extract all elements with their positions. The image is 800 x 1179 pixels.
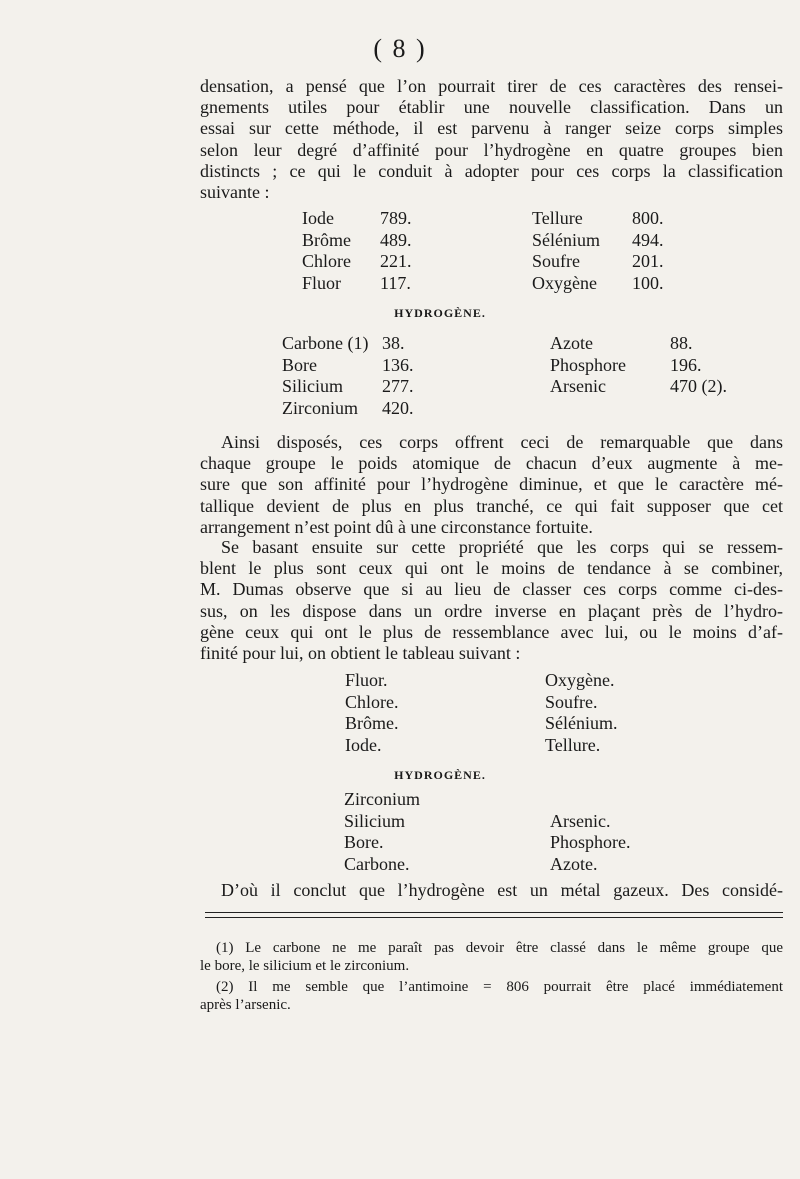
atomic-weight: 117. [380,272,411,293]
table-row [344,789,631,811]
element-name: Bore. [344,832,384,852]
element-name: Brôme [302,229,351,250]
text-line: selon leur degré d’affinité pour l’hydrogène en quatre groupes bien [200,139,783,160]
element-name: Tellure [532,208,583,228]
table-row [302,208,664,230]
text-line: finité pour lui, on obtient le tableau suivant : [200,642,521,663]
paragraph-intro [200,76,783,203]
atomic-weight: 800. [632,208,664,228]
atomic-weight: 494. [632,229,664,250]
atomic-weight [670,398,727,420]
element-name: Phosphore [550,354,626,375]
element-name: Chlore. [345,691,399,712]
element-name [550,789,631,811]
atomic-weight: 100. [632,272,664,293]
text-line: D’où il conclut que l’hydrogène est un métal gazeux. Des considé- [221,880,783,900]
element-name: Iode [302,208,334,228]
classification-table-upper [302,208,664,294]
footnote-divider [205,912,783,913]
table-row [345,670,618,692]
table-row [282,333,727,355]
footnote-divider [205,917,783,918]
element-name [550,398,670,420]
element-name: Tellure. [545,734,601,755]
element-name: Azote [550,333,593,353]
text-line: essai sur cette méthode, il est parvenu à ranger seize corps simples [200,118,783,139]
atomic-weight: 136. [382,354,414,375]
atomic-weight: 201. [632,251,664,271]
atomic-weight: 38. [382,333,405,353]
element-name: Sélénium. [545,713,618,733]
element-name: Azote. [550,853,598,874]
atomic-weight: 277. [382,376,414,396]
page-number: ( 8 ) [373,34,427,63]
inverse-table-upper [345,670,618,756]
text-line: gène ceux qui ont le plus de ressemblance avec lui, ou le moins d’af- [200,621,783,642]
table-row [302,230,664,252]
element-name: Soufre. [545,691,598,712]
element-name: Brôme. [345,713,399,733]
footnote-line: (1) Le carbone ne me paraît pas devoir être classé dans le même groupe que [216,940,783,956]
element-name: Sélénium [532,229,600,250]
element-name: Silicium [344,810,406,831]
element-name: Iode. [345,734,382,755]
table-row [302,273,664,295]
footnote-line: (2) Il me semble que l’antimoine = 806 pourrait être placé immédiatement [216,979,783,995]
element-name: Zirconium [282,397,358,418]
table-row [345,692,618,714]
text-line: blent le plus sont ceux qui ont le moins de tendance à se combiner, [200,558,783,579]
atomic-weight: 470 (2). [670,376,727,396]
footnote-line: le bore, le silicium et le zirconium. [200,957,410,974]
text-line: sure que son affinité pour l’hydrogène diminue, et que le caractère mé- [200,474,783,495]
table-row [344,854,631,876]
table-row [344,811,631,833]
paragraph-dumas [200,537,783,664]
text-line: Se basant ensuite sur cette propriété que les corps qui se ressem- [221,537,783,557]
hydrogene-label: HYDROGÈNE. [394,768,486,782]
table-row [282,376,727,398]
text-line: gnements utiles pour établir une nouvelle classification. Dans un [200,97,783,118]
element-name: Oxygène. [545,670,615,690]
element-name: Carbone (1) [282,333,369,353]
footnote-line: après l’arsenic. [200,996,291,1013]
table-row [344,832,631,854]
element-name: Chlore [302,251,351,271]
atomic-weight: 789. [380,208,412,228]
text-line: tallique devient de plus en plus tranché, ce qui fait supposer que cet [200,495,783,516]
atomic-weight: 88. [670,333,693,353]
element-name: Silicium [282,376,344,396]
text-line: Ainsi disposés, ces corps offrent ceci de remarquable que dans [221,432,783,452]
table-row [282,398,727,420]
paragraph-remark [200,432,783,538]
element-name: Fluor [302,272,342,293]
classification-table-lower [282,333,727,419]
hydrogene-label: HYDROGÈNE. [394,306,486,320]
element-name: Zirconium [344,789,420,809]
text-line: densation, a pensé que l’on pourrait tirer de ces caractères des rensei- [200,76,783,96]
element-name: Soufre [532,251,580,271]
text-line: distincts ; ce qui le conduit à adopter pour ces corps la classification [200,160,783,181]
paragraph-conclusion [200,880,783,901]
atomic-weight: 221. [380,251,412,271]
text-line: arrangement n’est point dû à une circonstance fortuite. [200,516,593,537]
inverse-table-lower [344,789,631,875]
table-row [345,713,618,735]
footnote-2 [200,979,783,1014]
atomic-weight: 196. [670,354,702,375]
element-name: Oxygène [532,272,597,293]
footnote-1 [200,940,783,975]
text-line: M. Dumas observe que si au lieu de classer ces corps comme ci-des- [200,579,783,600]
footnotes [200,940,783,1014]
element-name: Arsenic [550,376,606,396]
element-name: Bore [282,354,317,375]
table-row [282,355,727,377]
element-name: Arsenic. [550,810,611,831]
table-row [345,735,618,757]
atomic-weight: 420. [382,397,414,418]
element-name: Phosphore. [550,832,631,852]
text-line: sus, on les dispose dans un ordre inverse en plaçant près de l’hydro- [200,600,783,621]
text-line: suivante : [200,181,270,202]
element-name: Fluor. [345,670,388,690]
text-line: chaque groupe le poids atomique de chacun d’eux augmente à me- [200,453,783,474]
atomic-weight: 489. [380,229,412,250]
table-row [302,251,664,273]
element-name: Carbone. [344,853,410,874]
